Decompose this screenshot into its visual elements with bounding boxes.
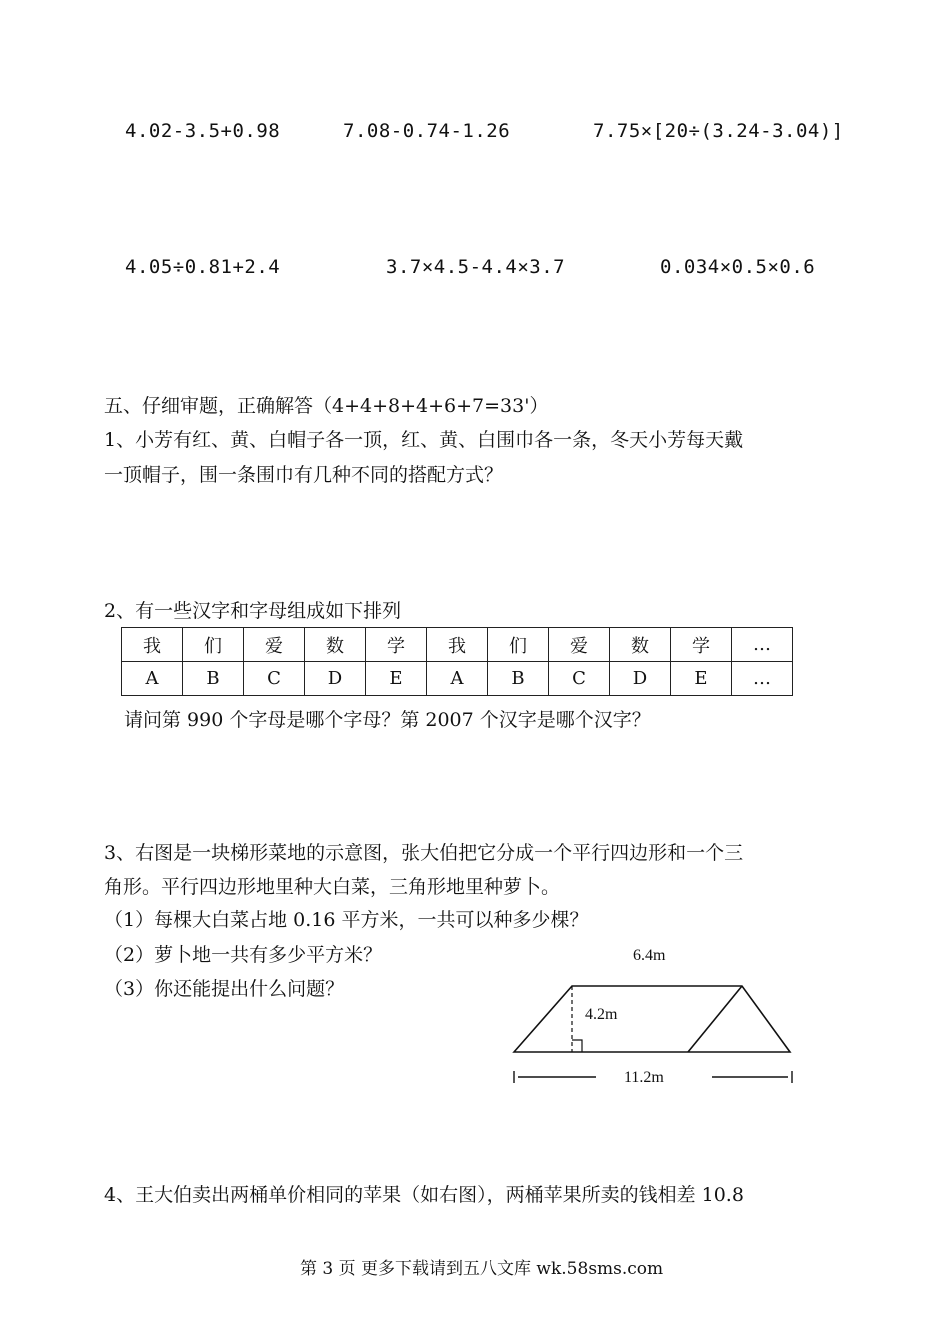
table-cell: 数	[610, 628, 671, 662]
calc-6: 0.034×0.5×0.6	[660, 256, 816, 278]
q4-line1: 4、王大伯卖出两桶单价相同的苹果（如右图），两桶苹果所卖的钱相差 10.8	[104, 1184, 744, 1206]
table-cell: 们	[183, 628, 244, 662]
sequence-table	[121, 627, 793, 696]
calc-5: 3.7×4.5-4.4×3.7	[386, 256, 566, 278]
top-length-label: 6.4m	[633, 947, 666, 964]
table-row	[122, 662, 793, 696]
table-cell: 我	[122, 628, 183, 662]
q3-line1: 3、右图是一块梯形菜地的示意图，张大伯把它分成一个平行四边形和一个三	[104, 842, 744, 864]
table-cell: A	[427, 662, 488, 696]
table-cell: D	[610, 662, 671, 696]
table-cell: E	[671, 662, 732, 696]
page-footer: 第 3 页 更多下载请到五八文库 wk.58sms.com	[300, 1259, 664, 1279]
calc-3: 7.75×[20÷(3.24-3.04)]	[593, 120, 844, 142]
table-cell: 爱	[549, 628, 610, 662]
table-cell: …	[732, 628, 793, 662]
q1-line1: 1、小芳有红、黄、白帽子各一顶，红、黄、白围巾各一条，冬天小芳每天戴	[104, 429, 744, 451]
table-cell: 学	[366, 628, 427, 662]
bottom-length-label: 11.2m	[624, 1069, 664, 1086]
table-cell: 我	[427, 628, 488, 662]
table-cell: E	[366, 662, 427, 696]
q2-intro: 2、有一些汉字和字母组成如下排列	[104, 600, 402, 622]
table-cell: 们	[488, 628, 549, 662]
q2-question: 请问第 990 个字母是哪个字母？第 2007 个汉字是哪个汉字？	[124, 709, 651, 731]
table-cell: 爱	[244, 628, 305, 662]
table-cell: 学	[671, 628, 732, 662]
table-cell: C	[244, 662, 305, 696]
q1-line2: 一顶帽子，围一条围巾有几种不同的搭配方式？	[104, 464, 504, 486]
q3-sub3: （3）你还能提出什么问题？	[104, 978, 345, 1000]
table-row	[122, 628, 793, 662]
trapezoid-figure	[500, 940, 810, 1090]
section-heading: 五、仔细审题，正确解答（4+4+8+4+6+7=33'）	[104, 395, 549, 417]
table-cell: D	[305, 662, 366, 696]
table-cell: 数	[305, 628, 366, 662]
table-cell: C	[549, 662, 610, 696]
calc-1: 4.02-3.5+0.98	[125, 120, 281, 142]
trapezoid-outline	[514, 986, 790, 1052]
q3-line2: 角形。平行四边形地里种大白菜，三角形地里种萝卜。	[104, 876, 561, 898]
division-line	[688, 986, 742, 1052]
table-cell: B	[488, 662, 549, 696]
q3-sub2: （2）萝卜地一共有多少平方米？	[104, 944, 383, 966]
right-angle-mark	[572, 1040, 582, 1052]
table-cell: A	[122, 662, 183, 696]
table-cell: B	[183, 662, 244, 696]
q3-sub1: （1）每棵大白菜占地 0.16 平方米，一共可以种多少棵？	[104, 909, 589, 931]
calc-4: 4.05÷0.81+2.4	[125, 256, 281, 278]
height-label: 4.2m	[585, 1006, 618, 1023]
calc-2: 7.08-0.74-1.26	[343, 120, 511, 142]
table-cell: …	[732, 662, 793, 696]
